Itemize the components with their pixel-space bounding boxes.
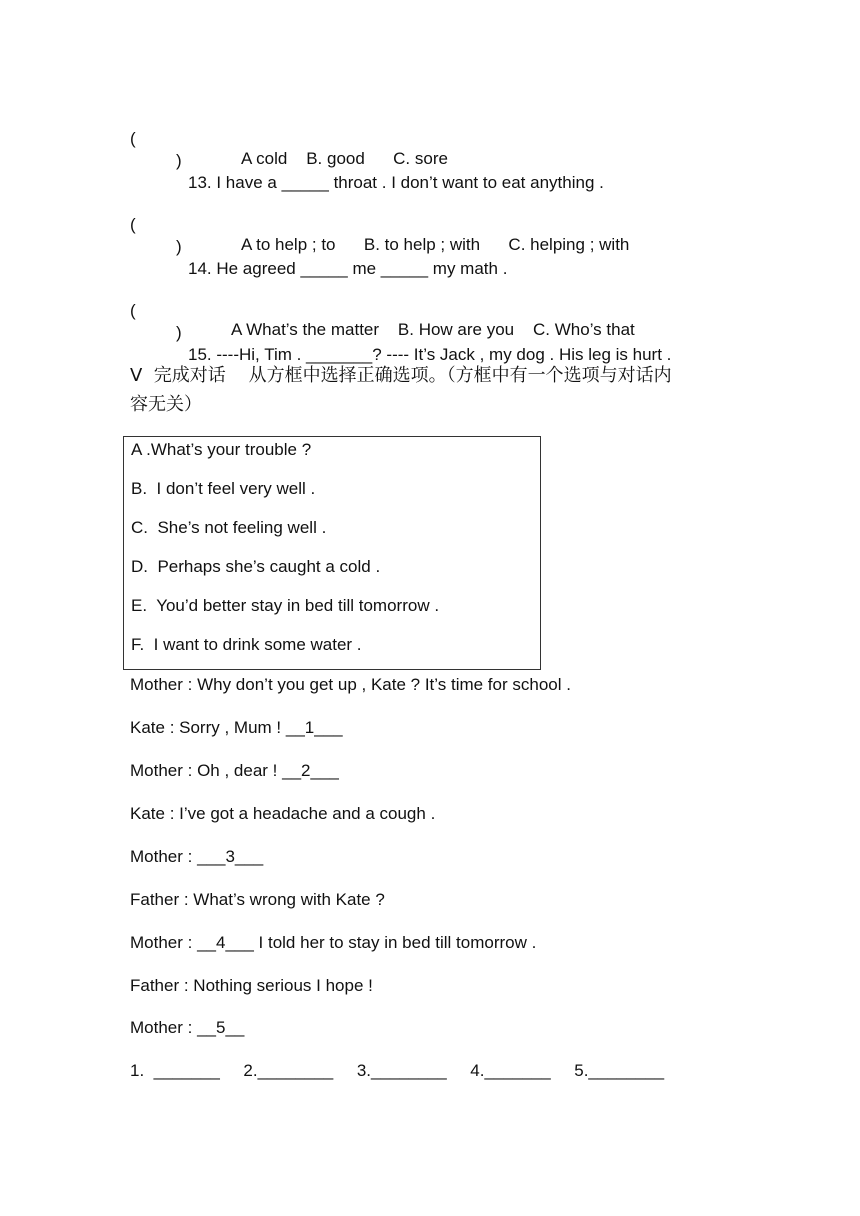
section-heading: V 完成对话 从方框中选择正确选项。（方框中有一个选项与对话内 — [130, 365, 672, 386]
question-15-options: A What’s the matter B. How are you C. Who’s that — [231, 320, 635, 339]
box-option-f: F. I want to drink some water . — [131, 635, 362, 654]
dialogue-line: Mother : ___3___ — [130, 847, 264, 866]
dialogue-line: Mother : __4___ I told her to stay in bed till tomorrow . — [130, 933, 537, 952]
dialogue-line: Mother : Oh , dear ! __2___ — [130, 761, 339, 780]
answer-paren-close: ) — [176, 151, 182, 170]
options-box — [123, 436, 541, 670]
dialogue-line: Father : Nothing serious I hope ! — [130, 976, 373, 995]
question-text: 15. ----Hi, Tim . _______? ---- It’s Jack , my dog . His leg is hurt . — [188, 345, 672, 364]
answer-paren-open: ( — [130, 215, 136, 234]
question-14-options: A to help ; to B. to help ; with C. helping ; with — [241, 235, 630, 254]
box-option-c: C. She’s not feeling well . — [131, 518, 327, 537]
question-text: 13. I have a _____ throat . I don’t want to eat anything . — [188, 173, 604, 192]
section-heading-cont: 容无关） — [130, 394, 202, 415]
dialogue-line: Kate : I’ve got a headache and a cough . — [130, 804, 436, 823]
answer-paren-close: ) — [176, 323, 182, 342]
question-text: 14. He agreed _____ me _____ my math . — [188, 259, 508, 278]
answer-paren-open: ( — [130, 129, 136, 148]
answer-blanks: 1. _______ 2.________ 3.________ 4._______ 5.________ — [130, 1061, 665, 1080]
box-option-d: D. Perhaps she’s caught a cold . — [131, 557, 381, 576]
dialogue-line: Kate : Sorry , Mum ! __1___ — [130, 718, 343, 737]
dialogue-line: Mother : Why don’t you get up , Kate ? It’s time for school . — [130, 675, 571, 694]
answer-paren-open: ( — [130, 301, 136, 320]
box-option-e: E. You’d better stay in bed till tomorrow . — [131, 596, 440, 615]
question-13-options: A cold B. good C. sore — [241, 149, 448, 168]
answer-paren-close: ) — [176, 237, 182, 256]
box-option-a: A .What’s your trouble ? — [131, 440, 312, 459]
dialogue-line: Mother : __5__ — [130, 1018, 245, 1037]
box-option-b: B. I don’t feel very well . — [131, 479, 316, 498]
dialogue-line: Father : What’s wrong with Kate ? — [130, 890, 385, 909]
